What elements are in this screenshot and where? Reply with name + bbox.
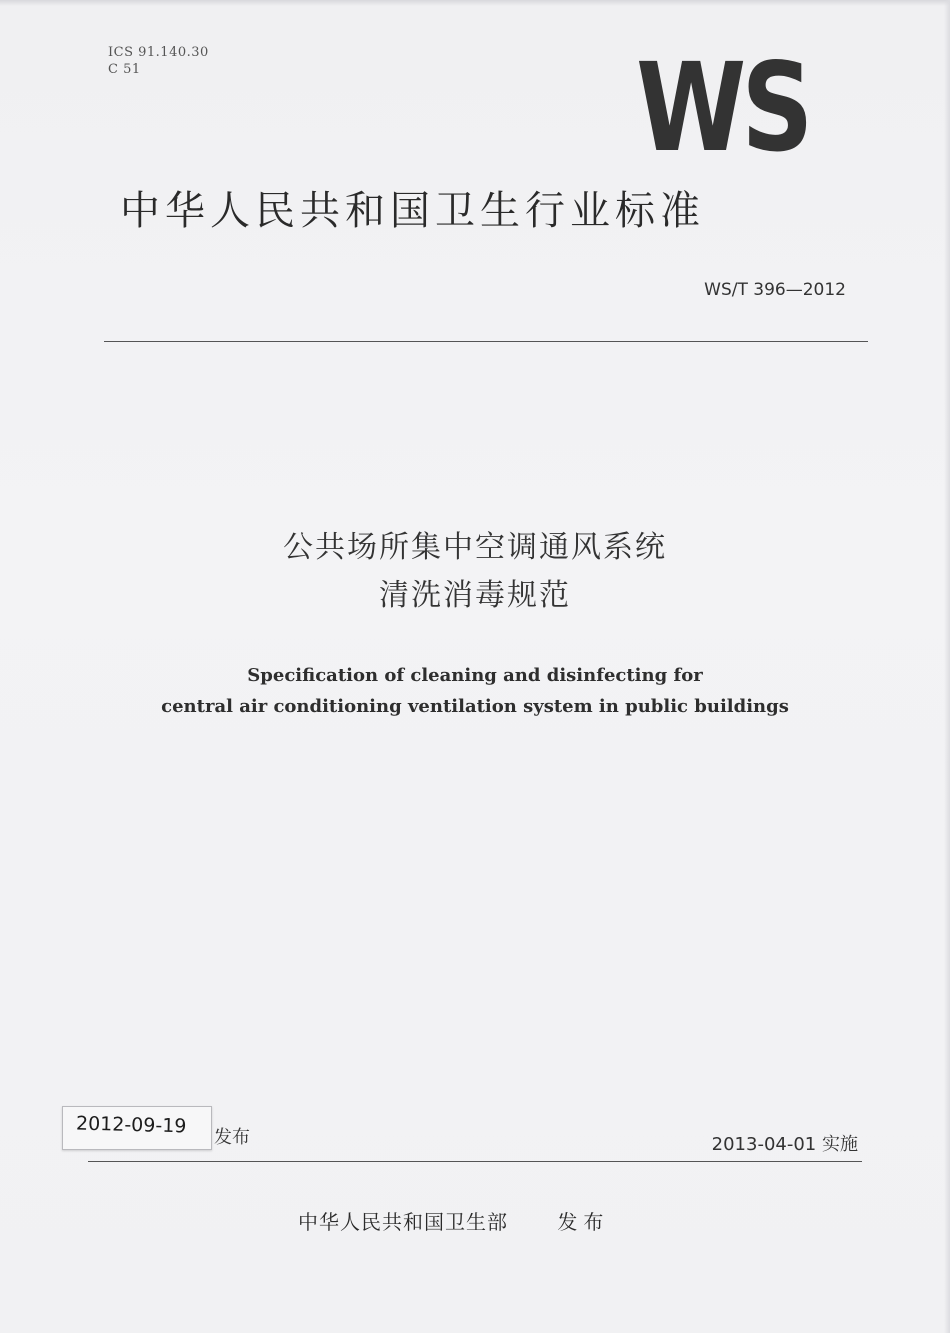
- publish-action: 发布: [557, 1210, 610, 1234]
- chinese-title: [0, 524, 950, 620]
- issue-label: 发布: [214, 1127, 250, 1148]
- english-title-line2: central air conditioning ventilation system in public buildings: [161, 696, 789, 717]
- implement-date: 2013-04-01: [711, 1134, 817, 1155]
- chinese-title-line2: 清洗消毒规范: [379, 578, 571, 613]
- publisher-line: [298, 1208, 609, 1236]
- standard-number: WS/T 396—2012: [704, 280, 846, 300]
- top-divider: [104, 341, 868, 342]
- implementation: [712, 1134, 858, 1156]
- implement-label: 实施: [822, 1134, 858, 1155]
- english-title-line1: Specification of cleaning and disinfecting for: [247, 665, 703, 686]
- standard-type-title: 中华人民共和国卫生行业标准: [120, 188, 705, 234]
- english-title: [0, 660, 950, 722]
- ics-code: ICS 91.140.30: [108, 45, 209, 60]
- scan-edge-top: [0, 0, 950, 6]
- ws-logo: WS: [636, 37, 809, 179]
- classification-codes: [108, 44, 209, 78]
- publisher-name: 中华人民共和国卫生部: [298, 1210, 508, 1234]
- chinese-title-line1: 公共场所集中空调通风系统: [283, 530, 667, 565]
- ccs-code: C 51: [108, 62, 141, 77]
- issue-date: 2012-09-19: [75, 1112, 187, 1138]
- bottom-divider: [88, 1161, 862, 1162]
